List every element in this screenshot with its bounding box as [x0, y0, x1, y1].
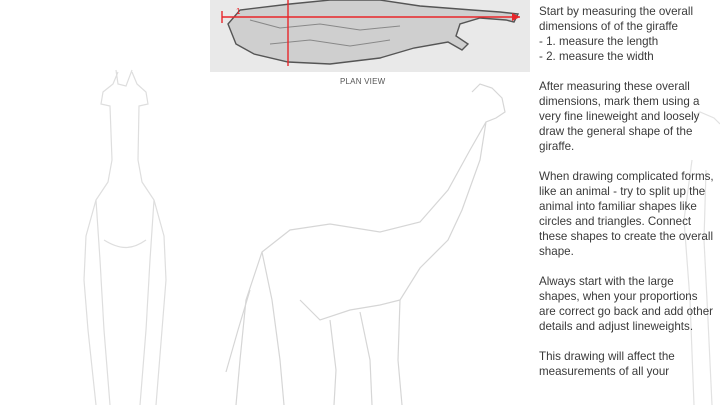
- instruction-mark: After measuring these overall dimensions, mark them using a very fine lineweight and loosely draw the general shape of the giraffe.: [539, 80, 700, 153]
- plan-view-label: PLAN VIEW: [340, 77, 386, 86]
- plan-view-drawing: [210, 0, 530, 72]
- giraffe-side-view-sketch: [226, 84, 505, 405]
- instruction-intro: Start by measuring the overall dimensions of of the giraffe - 1. measure the length - 2. measure the width: [539, 5, 694, 63]
- instructions-panel: [539, 4, 715, 394]
- instruction-details: Always start with the large shapes, when your proportions are correct go back and add other details and adjust lineweights.: [539, 275, 714, 333]
- length-marker-label: 1: [236, 7, 241, 16]
- instruction-shapes: When drawing complicated forms, like an animal - try to split up the animal into familiar shapes like circles and triangles. Connect these shapes to create the overall shape.: [539, 170, 714, 258]
- giraffe-front-view-sketch: [84, 70, 166, 405]
- instruction-affect: This drawing will affect the measurements of all your: [539, 350, 675, 378]
- plan-view-giraffe-outline: [210, 0, 530, 72]
